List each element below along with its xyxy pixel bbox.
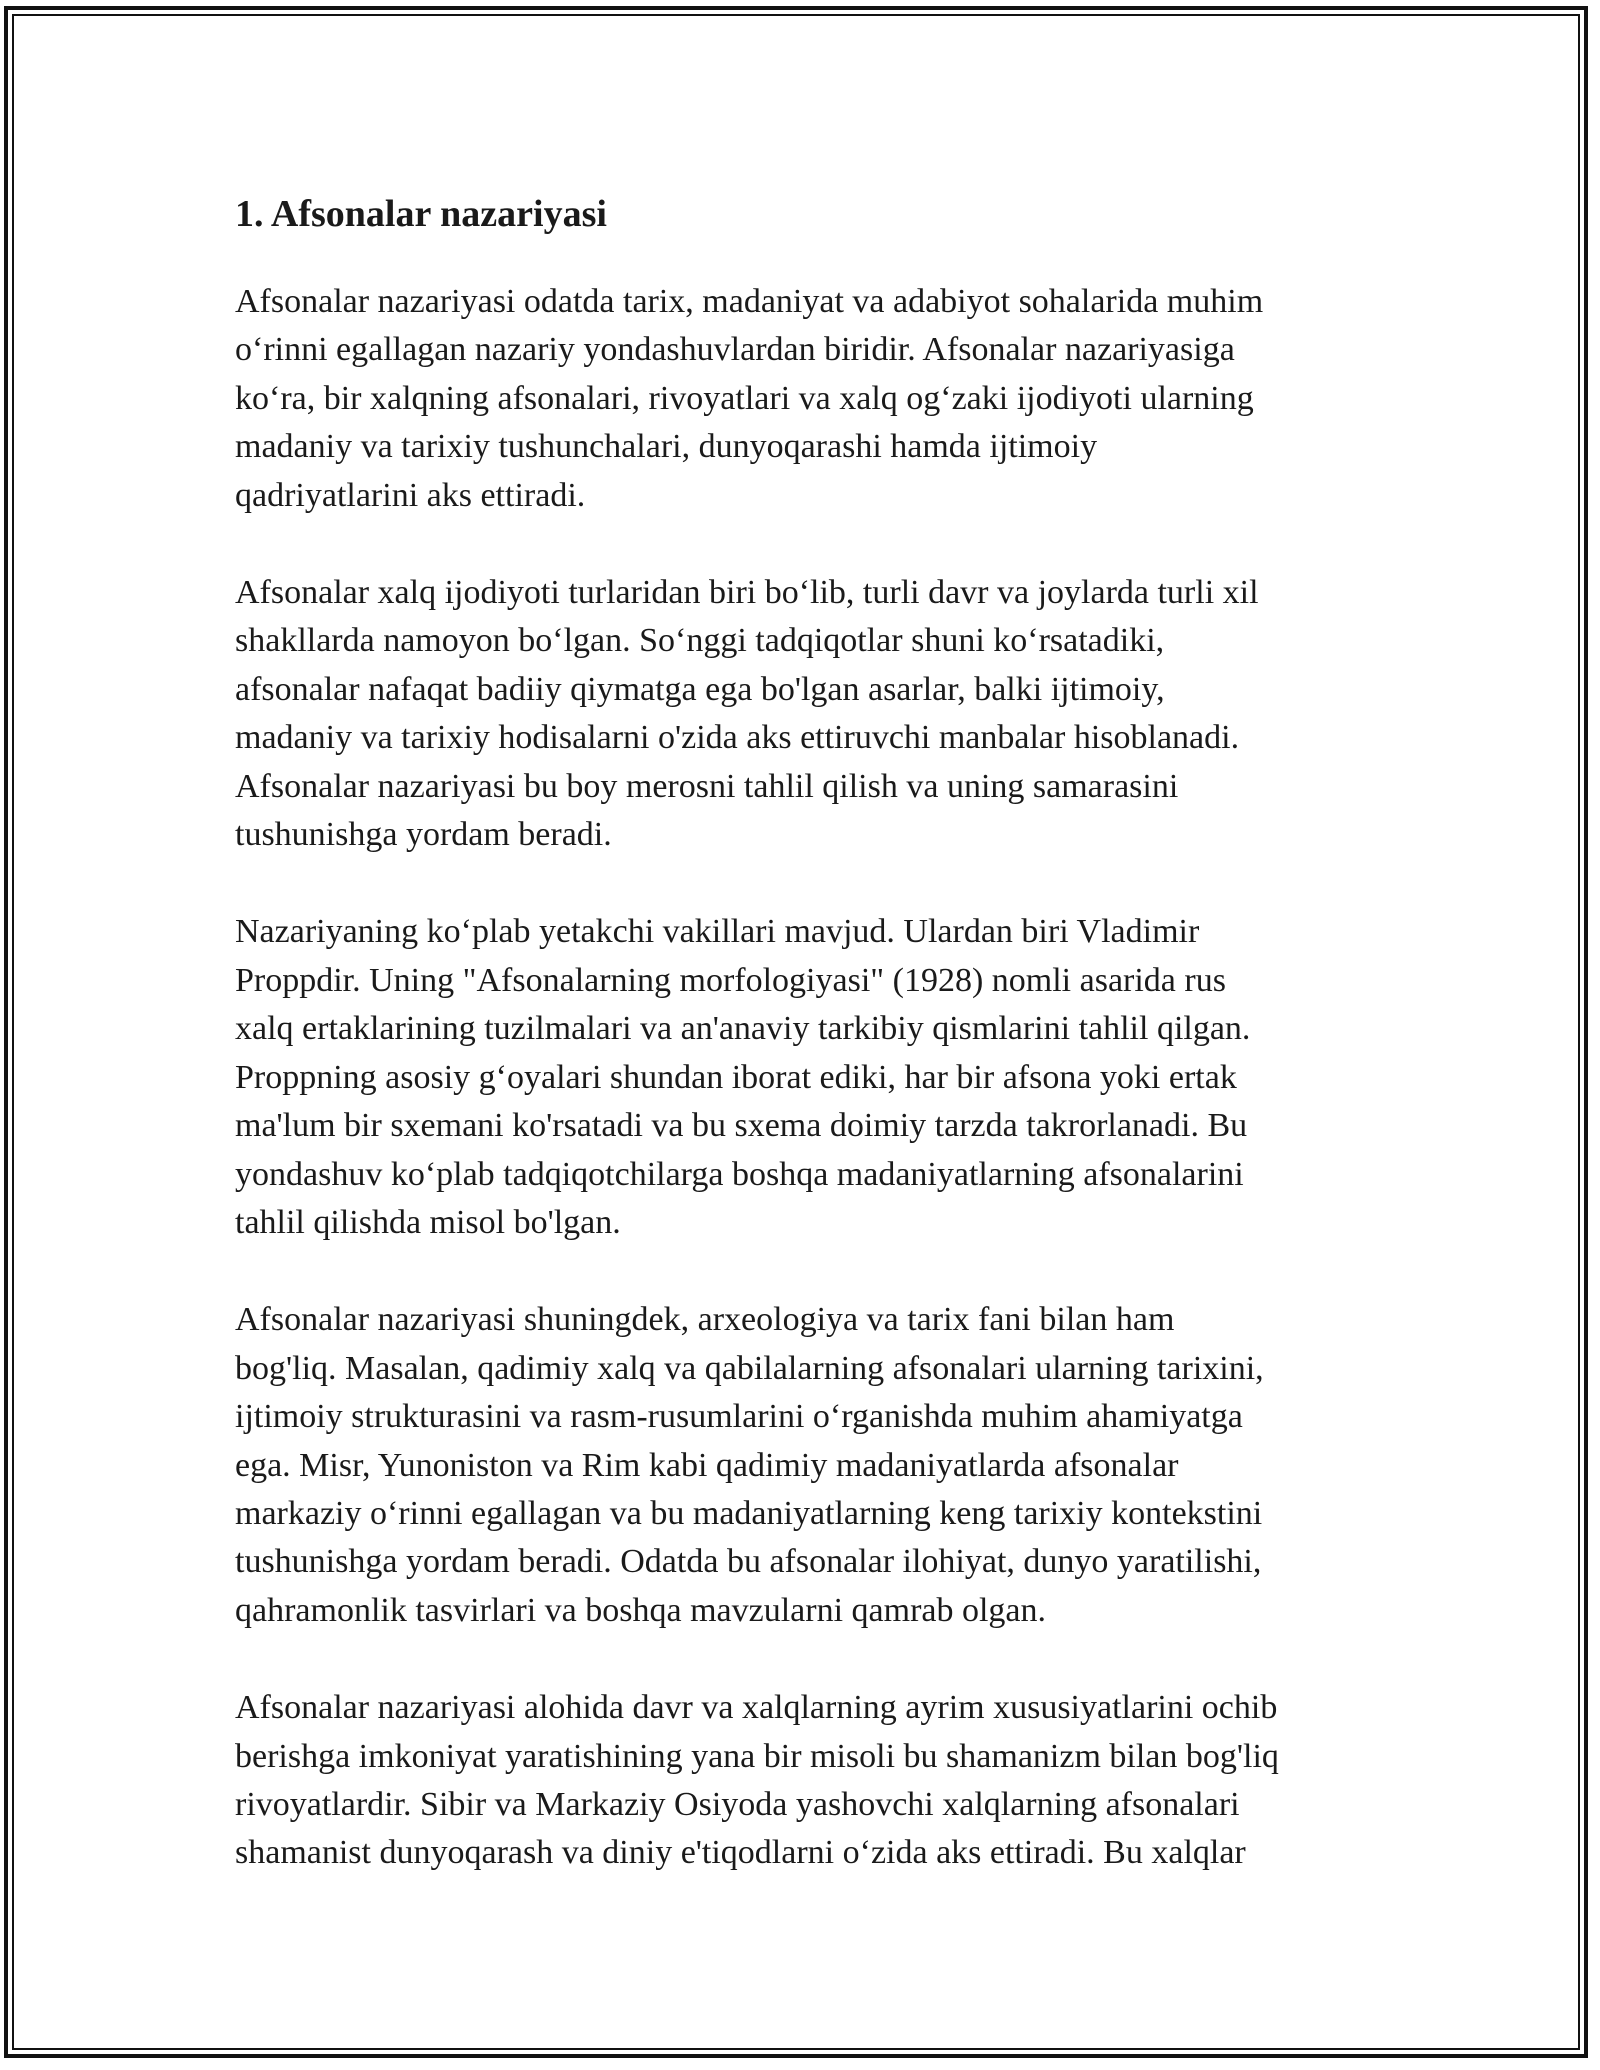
text-line: Proppning asosiy g‘oyalari shundan iborat ediki, har bir afsona yoki ertak [235, 1058, 1237, 1096]
text-line: shakllarda namoyon bo‘lgan. So‘nggi tadqiqotlar shuni ko‘rsatadiki, [235, 622, 1165, 660]
text-line: markaziy o‘rinni egallagan va bu madaniyatlarning keng tarixiy kontekstini [235, 1494, 1263, 1532]
text-line: Afsonalar nazariyasi alohida davr va xalqlarning ayrim xususiyatlarini ochib [235, 1689, 1278, 1727]
text-line: tushunishga yordam beradi. Odatda bu afsonalar ilohiyat, dunyo yaratilishi, [235, 1543, 1262, 1581]
text-line: Proppdir. Uning "Afsonalarning morfologiyasi" (1928) nomli asarida rus [235, 961, 1226, 999]
text-line: xalq ertaklarining tuzilmalari va an'anaviy tarkibiy qismlarini tahlil qilgan. [235, 1010, 1251, 1048]
text-line: bog'liq. Masalan, qadimiy xalq va qabilalarning afsonalari ularning tarixini, [235, 1349, 1264, 1387]
text-line: qahramonlik tasvirlari va boshqa mavzularni qamrab olgan. [235, 1591, 1047, 1629]
text-line: ega. Misr, Yunoniston va Rim kabi qadimiy madaniyatlarda afsonalar [235, 1446, 1179, 1484]
text-line: Nazariyaning ko‘plab yetakchi vakillari mavjud. Ulardan biri Vladimir [235, 913, 1200, 951]
text-line: yondashuv ko‘plab tadqiqotchilarga boshqa madaniyatlarning afsonalarini [235, 1155, 1244, 1193]
text-line: Afsonalar xalq ijodiyoti turlaridan biri bo‘lib, turli davr va joylarda turli xil [235, 574, 1259, 612]
text-line: o‘rinni egallagan nazariy yondashuvlardan biridir. Afsonalar nazariyasiga [235, 331, 1235, 369]
text-line: rivoyatlardir. Sibir va Markaziy Osiyoda yashovchi xalqlarning afsonalari [235, 1785, 1240, 1823]
document-body [235, 186, 1375, 1927]
text-line: Afsonalar nazariyasi shuningdek, arxeologiya va tarix fani bilan ham [235, 1301, 1175, 1339]
paragraph-5 [235, 1684, 1375, 1878]
text-line: Afsonalar nazariyasi odatda tarix, madaniyat va adabiyot sohalarida muhim [235, 283, 1264, 320]
text-line: tahlil qilishda misol bo'lgan. [235, 1203, 621, 1241]
text-line: shamanist dunyoqarash va diniy e'tiqodlarni o‘zida aks ettiradi. Bu xalqlar [235, 1834, 1246, 1872]
text-line: tushunishga yordam beradi. [235, 816, 612, 854]
text-line: madaniy va tarixiy tushunchalari, dunyoqarashi hamda ijtimoiy [235, 428, 1098, 466]
paragraph-3 [235, 908, 1375, 1247]
paragraph-2 [235, 569, 1375, 859]
paragraph-1 [235, 278, 1375, 520]
paragraph-4 [235, 1296, 1375, 1635]
text-line: Afsonalar nazariyasi bu boy merosni tahlil qilish va uning samarasini [235, 767, 1179, 805]
text-line: berishga imkoniyat yaratishining yana bir misoli bu shamanizm bilan bog'liq [235, 1737, 1279, 1775]
text-line: ko‘ra, bir xalqning afsonalari, rivoyatlari va xalq og‘zaki ijodiyoti ularning [235, 379, 1254, 417]
text-line: ma'lum bir sxemani ko'rsatadi va bu sxema doimiy tarzda takrorlanadi. Bu [235, 1107, 1248, 1145]
text-line: afsonalar nafaqat badiiy qiymatga ega bo'lgan asarlar, balki ijtimoiy, [235, 670, 1165, 708]
section-heading: 1. Afsonalar nazariyasi [235, 193, 607, 235]
text-line: ijtimoiy strukturasini va rasm-rusumlarini o‘rganishda muhim ahamiyatga [235, 1398, 1243, 1436]
text-line: qadriyatlarini aks ettiradi. [235, 476, 586, 514]
text-line: madaniy va tarixiy hodisalarni o'zida aks ettiruvchi manbalar hisoblanadi. [235, 719, 1240, 757]
